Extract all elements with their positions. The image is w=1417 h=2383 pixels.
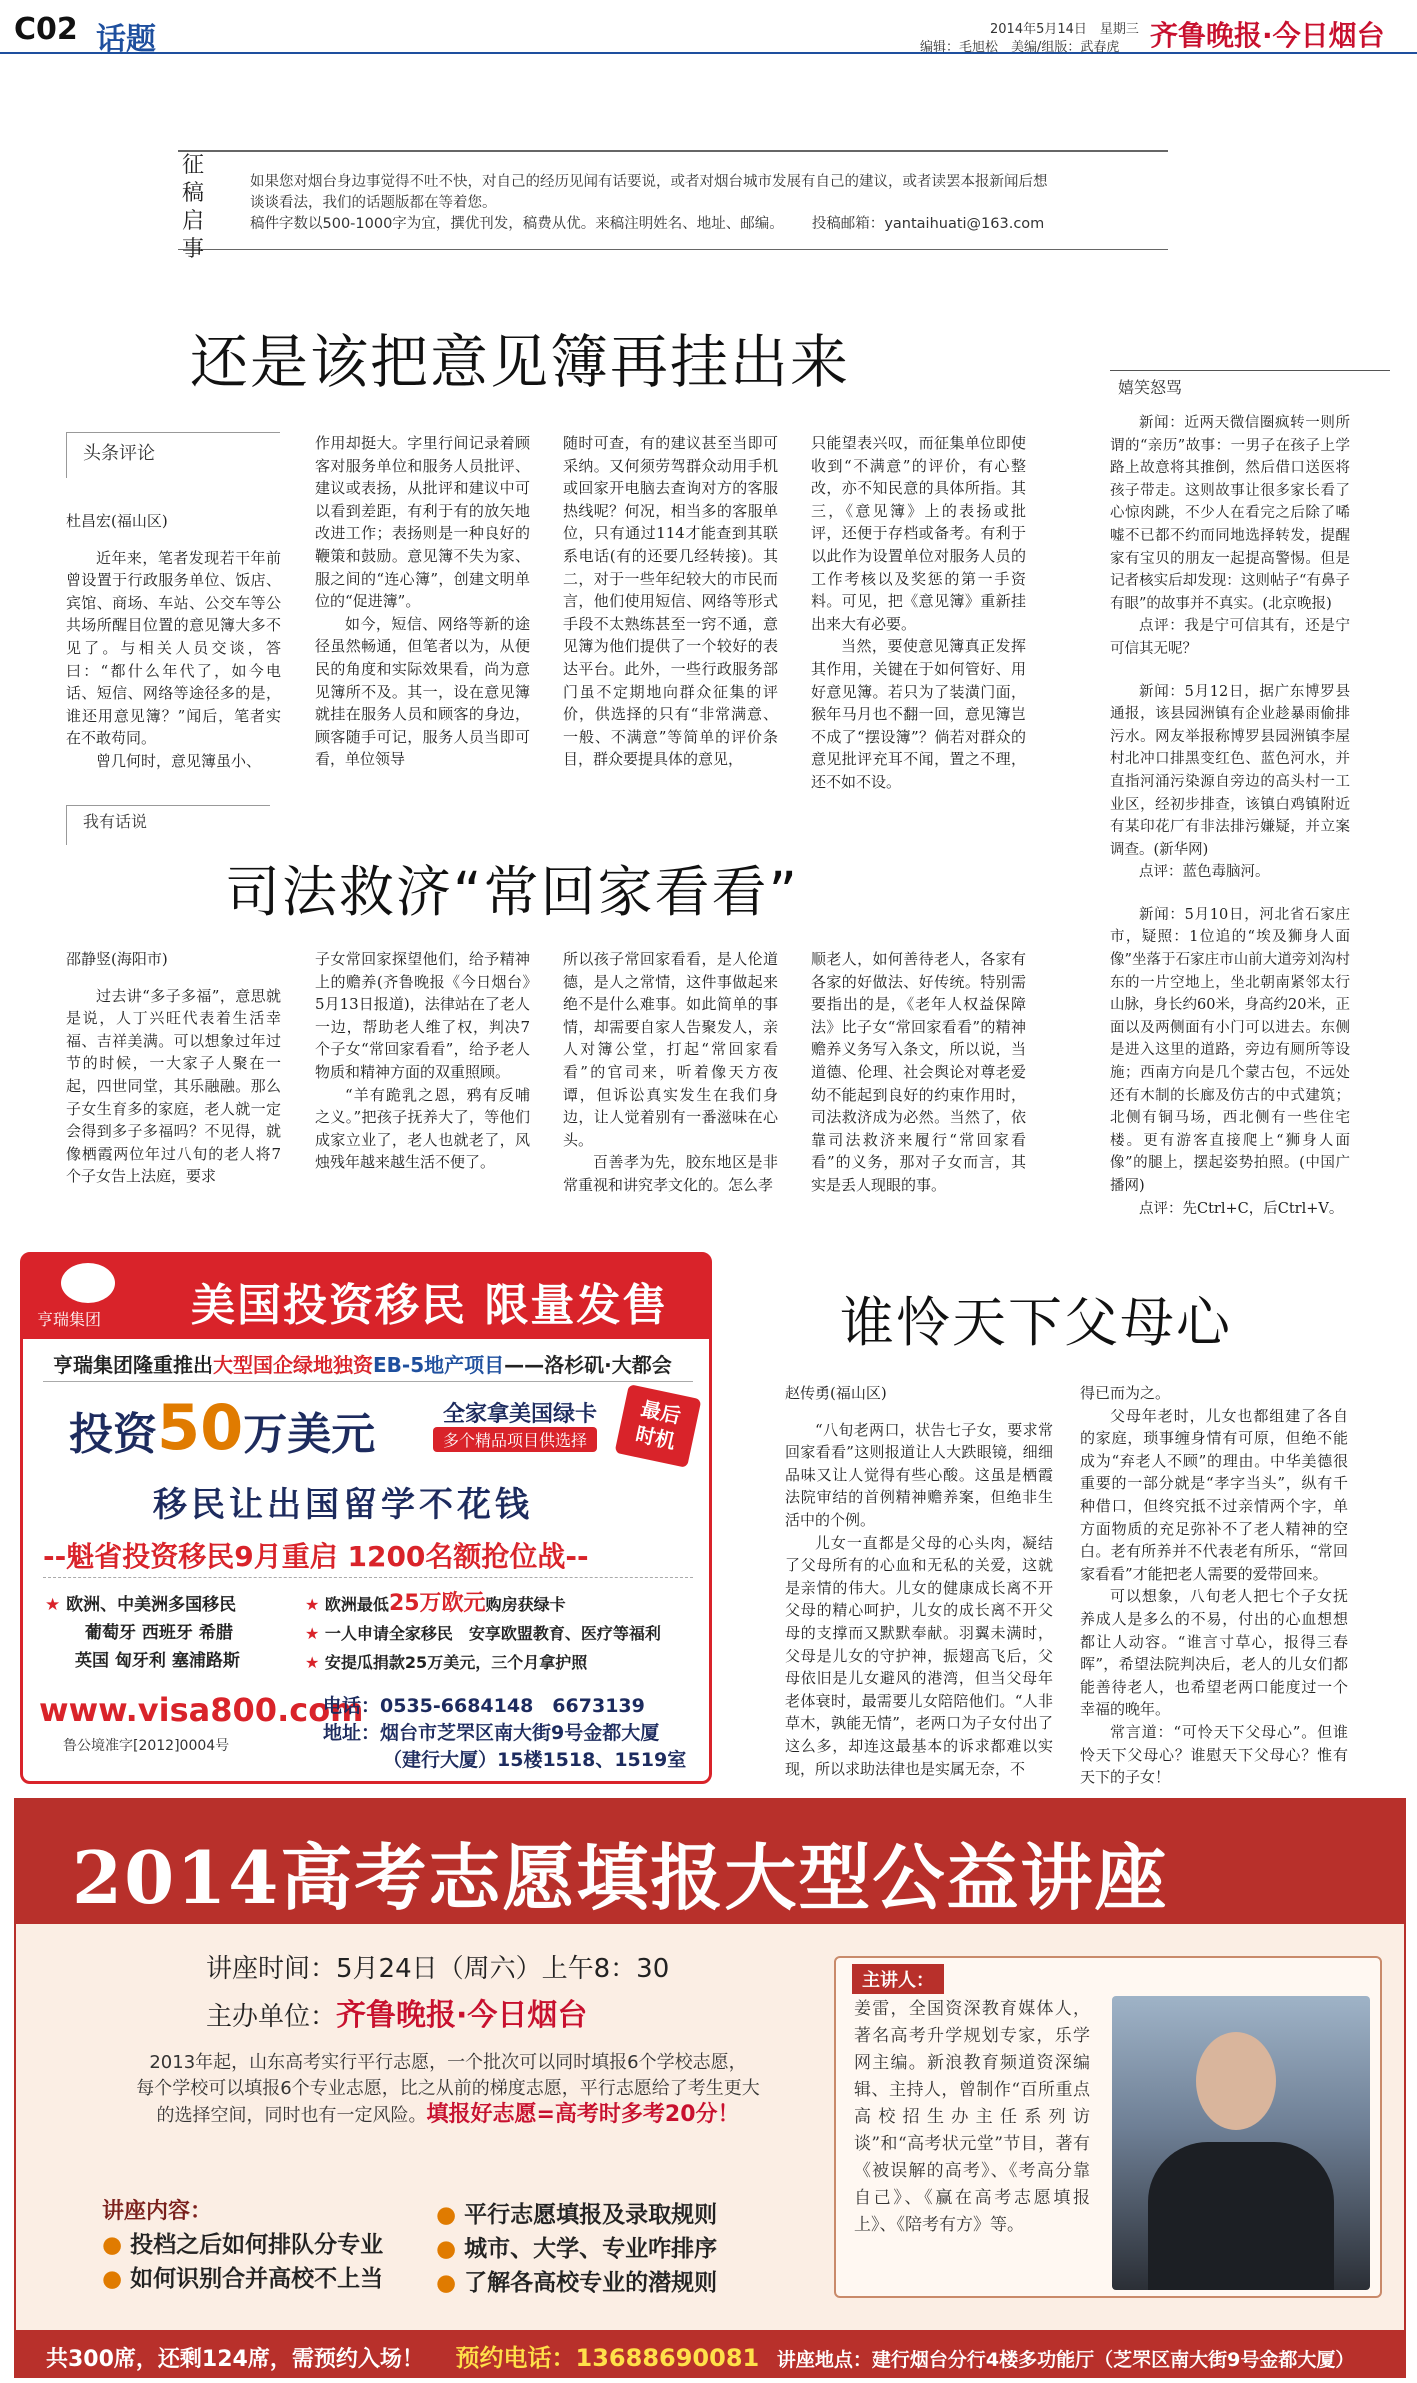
- brand-logo: 齐鲁晚报·今日烟台: [1150, 19, 1385, 52]
- article3-byline: 赵传勇(福山区): [785, 1384, 887, 1402]
- ad2-seats: 共300席，还剩124席，需预约入场！: [46, 2347, 424, 2372]
- ad1-contact: 电话：0535-6684148 6673139 地址：烟台市芝罘区南大街9号金都大厦 （建行大厦）15楼1518、1519室: [323, 1695, 687, 1771]
- article2-col1: 邵静竖(海阳市) 过去讲“多子多福”，意思就是说，人丁兴旺代表着生活幸福、吉祥美满。可以想象过年过节的时候，一大家子人聚在一起，四世同堂，其乐融融。那么子女生育多的家庭，老人就一定会得到多子多福吗？不见得，就像栖霞两位年过八旬的老人将7个子女告上法庭，要求: [66, 950, 281, 1186]
- ad1-greencard-sub: 多个精品项目供选择: [433, 1427, 597, 1452]
- ad2-speaker-bio: 姜雷，全国资深教育媒体人，著名高考升学规划专家，乐学网主编。新浪教育频道资深编辑、主持人，曾制作“百所重点高校招生办主任系列访谈”和“高考状元堂”节目，著有《被误解的高考》、《考高分靠自己》、《赢在高考志愿填报上》、《陪考有方》等。: [854, 1999, 1090, 2235]
- ad1-group: 亨瑞集团: [37, 1310, 102, 1329]
- article2-col4: 顺老人，如何善待老人，各家有各家的好做法、好传统。特别需要指出的是，《老年人权益保障法》比子女“常回家看看”的精神赡养义务写入条文，所以说，当道德、伦理、社会舆论对尊老爱幼不能起到良好的约束作用时，司法救济成为必然。当然了，依靠司法救济来履行“常回家看看”的义务，那对子女而言，其实是丢人现眼的事。: [811, 950, 1026, 1194]
- ad2-item: ● 如何识别合并高校不上当: [102, 2266, 384, 2292]
- ad2-content-title: 讲座内容：: [102, 2199, 213, 2224]
- ad1-logo-icon: [61, 1263, 115, 1303]
- sidebar-title: 嬉笑怒骂: [1118, 378, 1183, 397]
- speaker-head: [1196, 2032, 1276, 2130]
- article3-col1: 赵传勇(福山区) “八旬老两口，状告七子女，要求常回家看看”这则报道让人大跌眼镜，细细品味又让人觉得有些心酸。这虽是栖霞法院审结的首例精神赡养案，但绝非生活中的个例。 儿女一直都是父母的心头肉，凝结了父母所有的心血和无私的关爱，这就是亲情的伟大。儿女的健康成长离不开父母的精心呵护，儿女的成长离不开父母的支撑而又默默奉献。羽翼未满时，父母是儿女的守护神，振翅高飞后，父母依旧是儿女避风的港湾，但当父母年老体衰时，最需要儿女陪陪他们。“人非草木，孰能无情”，老两口为子女付出了这么多，却连这最基本的诉求都难以实现，所以求助法律也是实属无奈，不: [785, 1384, 1053, 1778]
- article2-headline: 司法救济“常回家看看”: [225, 860, 799, 924]
- notice-tag: 征稿启事: [182, 153, 205, 262]
- article2-col3: 所以孩子常回家看看，是人伦道德，是人之常情，这件事做起来绝不是什么难事。如此简单的事情，却需要自家人告聚发人，亲人对簿公堂，打起“常回家看看”的官司来，听着像天方夜谭，但诉讼真实发生在我们身边，让人觉着别有一番滋味在心头。 百善孝为先，胶东地区是非常重视和讲究孝文化的。怎么孝: [563, 950, 778, 1194]
- ad1-line1: 亨瑞集团隆重推出大型国企绿地独资EB-5地产项目——洛杉矶·大都会: [53, 1353, 672, 1377]
- ad2-speaker-title: 主讲人：: [852, 1964, 944, 1994]
- ad1-rule2: [43, 1577, 693, 1578]
- lecture-ad[interactable]: [14, 1798, 1406, 2378]
- ad1-badge: 最后时机: [615, 1384, 702, 1468]
- ad2-addr: 讲座地点：建行烟台分行4楼多功能厅（芝罘区南大街9号金都大厦）: [776, 2349, 1355, 2371]
- speaker-photo: [1112, 1996, 1370, 2290]
- header-rule: [0, 52, 1417, 54]
- ad2-desc: 2013年起，山东高考实行平行志愿，一个批次可以同时填报6个学校志愿， 每个学校可以填报6个专业志愿，比之从前的梯度志愿，平行志愿给了考生更大 的选择空间，同时也有一定风险。填报好志愿=高考时多考20分！: [136, 2052, 760, 2127]
- ad2-item: ● 平行志愿填报及录取规则: [436, 2202, 718, 2228]
- ad1-rule: [43, 1381, 693, 1382]
- article1-headline: 还是该把意见簿再挂出来: [190, 328, 851, 396]
- ad1-license: 鲁公境准字[2012]0004号: [63, 1738, 230, 1754]
- ad2-item: ● 了解各高校专业的潜规则: [436, 2270, 718, 2296]
- ad1-title: 美国投资移民 限量发售: [191, 1280, 669, 1331]
- ad1-slogan: 移民让出国留学不花钱: [153, 1485, 533, 1525]
- article1-col1: 杜昌宏(福山区) 近年来，笔者发现若干年前曾设置于行政服务单位、饭店、宾馆、商场、车站、公交车等公共场所醒目位置的意见簿大多不见了。与相关人员交谈，答曰：“都什么年代了，如今电话、短信、网络等途径多的是，谁还用意见簿？”闻后，笔者实在不敢苟同。 曾几何时，意见簿虽小、: [66, 512, 281, 770]
- article3-col2: 得已而为之。 父母年老时，儿女也都组建了各自的家庭，琐事缠身情有可原，但绝不能成为“弃老人不顾”的理由。中华美德很重要的一部分就是“孝字当头”，纵有千种借口，但终究抵不过亲情两个字，单方面物质的充足弥补不了老人精神的空白。老有所养并不代表老有所乐，“常回家看看”才能把老人需要的爱带回来。 可以想象，八旬老人把七个子女抚养成人是多么的不易，付出的心血想想都让人动容。“谁言寸草心，报得三春晖”，希望法院判决后，老人的儿女们都能善待老人，也希望老两口能度过一个幸福的晚年。 常言道：“可怜天下父母心”。但谁怜天下父母心？谁慰天下父母心？惟有天下的子女！: [1080, 1384, 1348, 1787]
- article1-col4: 只能望表兴叹，而征集单位即使收到“不满意”的评价，有心整改，亦不知民意的具体所指。其三，《意见簿》上的表扬或批评，还便于存档或备考。有利于以此作为设置单位对服务人员的工作考核以及奖惩的第一手资料。可见，把《意见簿》重新挂出来大有必要。 当然，要使意见簿真正发挥其作用，关键在于如何管好、用好意见簿。若只为了装潢门面，猴年马月也不翻一回，意见簿岂不成了“摆设簿”？倘若对群众的意见批评充耳不闻，置之不理，还不如不设。: [811, 434, 1026, 791]
- sidebar-rule: [1110, 370, 1390, 371]
- article1-section: 头条评论: [66, 432, 280, 478]
- ad1-left-list: ★ 欧洲、中美洲多国移民 葡萄牙 西班牙 希腊 英国 匈牙利 塞浦路斯: [45, 1595, 240, 1671]
- speaker-body: [1148, 2142, 1334, 2290]
- article3-headline: 谁怜天下父母心: [840, 1291, 1232, 1354]
- ad2-title: 2014高考志愿填报大型公益讲座: [72, 1835, 1169, 1920]
- issue-date: 2014年5月14日 星期三: [990, 22, 1139, 37]
- ad2-footer: [46, 2338, 1354, 2373]
- article2-col2: 子女常回家探望他们，给予精神上的赡养(齐鲁晚报《今日烟台》5月13日报道)，法律站在了老人一边，帮助老人维了权，判决7个子女“常回家看看”，给予老人物质和精神方面的双重照顾。 “羊有跪乳之恩，鸦有反哺之义。”把孩子抚养大了，等他们成家立业了，老人也就老了，风烛残年越来越生活不便了。: [315, 950, 530, 1172]
- section-name: 话题: [96, 22, 156, 57]
- page-number: C02: [14, 12, 78, 47]
- ad2-host: 主办单位：齐鲁晚报·今日烟台: [206, 1998, 588, 2033]
- ad2-item: ● 投档之后如何排队分专业: [102, 2232, 384, 2258]
- notice-text: 如果您对烟台身边事觉得不吐不快，对自己的经历见闻有话要说，或者对烟台城市发展有自己的建议，或者读罢本报新闻后想 谈谈看法，我们的话题版都在等着您。 稿件字数以500-1000字为宜，撰优刊发，稿费从优。来稿注明姓名、地址、邮编。 投稿邮箱：yantaihuati@163.com: [250, 174, 1048, 232]
- editors: 编辑：毛旭松 美编/组版：武春虎: [920, 40, 1120, 55]
- ad1-right-list: ★ 欧洲最低25万欧元购房获绿卡 ★ 一人申请全家移民 安享欧盟教育、医疗等福利 ★ 安提瓜捐款25万美元，三个月拿护照: [305, 1591, 661, 1672]
- ad1-reopen: --魁省投资移民9月重启 1200名额抢位战--: [43, 1540, 589, 1573]
- article1-byline: 杜昌宏(福山区): [66, 512, 168, 530]
- ad1-website[interactable]: www.visa800.com: [39, 1691, 364, 1729]
- ad2-items-left: [102, 2228, 383, 2296]
- ad1-invest: 投资50万美元: [69, 1391, 376, 1464]
- article1-col3: 随时可查，有的建议甚至当即可采纳。又何须劳驾群众动用手机或回家开电脑去查询对方的客服热线呢？何况，相当多的客服单位，只有通过114才能查到其联系电话(有的还要几经转接)。其二，对于一些年纪较大的市民而言，他们使用短信、网络等形式手段不太熟练甚至一窍不通，意见簿为他们提供了一个较好的表达平台。此外，一些行政服务部门虽不定期地向群众征集的评价，供选择的只有“非常满意、一般、不满意”等简单的评价条目，群众要提具体的意见，: [563, 434, 778, 769]
- ad2-item: ● 城市、大学、专业咋排序: [436, 2236, 718, 2262]
- ad2-items-right: [436, 2198, 717, 2300]
- sidebar-col: 新闻：近两天微信圈疯转一则所谓的“亲历”故事：一男子在孩子上学路上故意将其推倒，然后借口送医将孩子带走。这则故事让很多家长看了心惊肉跳，不少人在看完之后除了唏嘘不已都不约而同地选择转发，提醒家有宝贝的朋友一起提高警惕。但是记者核实后却发现：这则帖子“有鼻子有眼”的故事并不真实。(北京晚报) 点评：我是宁可信其有，还是宁可信其无呢？ 新闻：5月12日，据广东博罗县通报，该县园洲镇有企业趁暴雨偷排污水。网友举报称博罗县园洲镇李屋村北冲口排黑变红色、蓝色河水，并直指河涌污染源自旁边的高头村一工业区，经初步排查，该镇白鸡镇附近有某印花厂有非法排污嫌疑，并立案调查。(新华网) 点评：蓝色毒脑河。 新闻：5月10日，河北省石家庄市，疑照：1位追的“埃及狮身人面像”坐落于石家庄市山前大道旁刘沟村东的一片空地上，坐北朝南紧邻太行山脉，身长约60米，身高约20米，正面以及两侧面有小门可以进去。东侧是进入这里的道路，旁边有厕所等设施；西南方向是几个蒙古包，不远处还有木制的长廊及仿古的中式建筑；北侧有铜马场，西北侧有一些住宅楼。更有游客直接爬上“狮身人面像”的腿上，摆起姿势拍照。(中国广播网) 点评：先Ctrl+C，后Ctrl+V。: [1110, 415, 1350, 1217]
- article2-byline: 邵静竖(海阳市): [66, 950, 168, 968]
- article2-section: 我有话说: [66, 805, 270, 845]
- ad1-greencard: 全家拿美国绿卡: [443, 1402, 598, 1427]
- article1-col2: 作用却挺大。字里行间记录着顾客对服务单位和服务人员批评、建议或表扬，从批评和建议中可以看到差距，有利于有的放矢地改进工作；表扬则是一种良好的鞭策和鼓励。意见簿不失为家、服之间的“连心簿”，创建文明单位的“促进簿”。 如今，短信、网络等新的途径虽然畅通，但笔者以为，从便民的角度和实际效果看，尚为意见簿所不及。其一，设在意见簿就挂在服务人员和顾客的身边，顾客随手可记，服务人员当即可看，单位领导: [315, 434, 530, 769]
- immigration-ad[interactable]: [20, 1252, 712, 1784]
- ad2-time: 讲座时间：5月24日（周六）上午8：30: [206, 1954, 670, 1984]
- ad2-tel[interactable]: 预约电话：13688690081: [455, 2344, 760, 2372]
- notice-email[interactable]: yantaihuati@163.com: [884, 216, 1045, 232]
